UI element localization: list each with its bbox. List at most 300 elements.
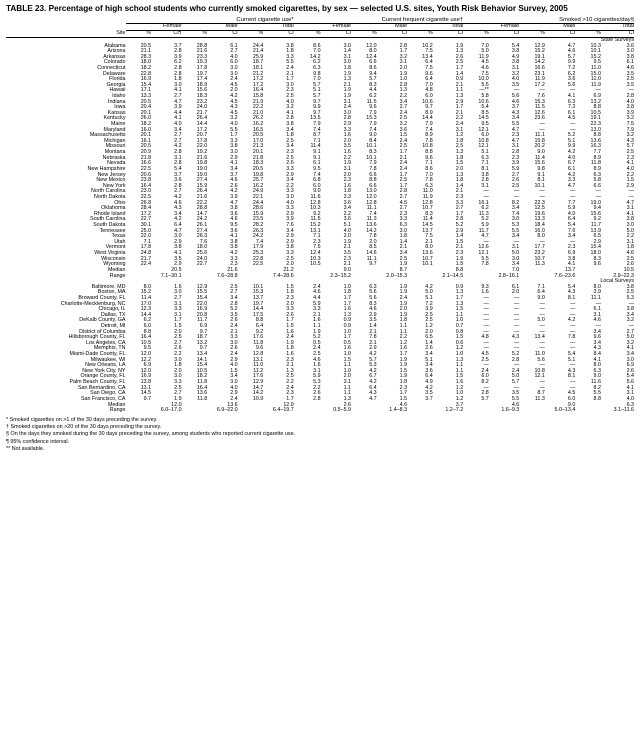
row-cell: 7.6	[537, 93, 545, 99]
row-cell: 4.5	[230, 98, 238, 105]
row-cell: 3.0	[230, 70, 238, 77]
row-cell: 13.6	[422, 250, 433, 257]
row-cell: 2.3	[511, 132, 520, 139]
row-cell: 2.4	[313, 345, 321, 352]
row-site-label: Alabama	[104, 42, 126, 49]
row-cell: 4.7	[369, 395, 377, 402]
row-cell: 15.4	[590, 244, 601, 251]
row-cell: 9.1	[537, 171, 545, 178]
row-cell: 5.9	[511, 165, 520, 172]
row-cell: 4.3	[174, 205, 182, 212]
row-cell: —	[595, 300, 601, 307]
row-cell: 10.5	[590, 109, 601, 116]
row-cell: 1.6	[174, 283, 182, 290]
row-cell: 1.4	[455, 233, 464, 240]
row-cell: 1.5	[286, 322, 294, 329]
row-cell: 1.5	[399, 395, 408, 402]
row-cell: 11.7	[590, 222, 601, 229]
row-cell: 16.4	[252, 87, 264, 94]
row-cell: 14.4	[422, 115, 433, 122]
row-cell: 1.7	[286, 395, 294, 402]
row-cell: 1.4	[399, 238, 408, 245]
row-cell: 2.8	[174, 48, 182, 55]
row-cell: 6.9	[567, 250, 576, 257]
row-cell: 7.6	[286, 222, 294, 229]
row-cell: 3.8	[230, 143, 238, 150]
row-cell: 2.0	[343, 233, 352, 240]
row-cell: 4.7	[567, 182, 576, 189]
header-unit-3: CI	[207, 31, 237, 38]
header-unit-5: CI	[263, 31, 293, 38]
row-cell: 18.3	[252, 160, 264, 167]
row-cell: —	[539, 339, 545, 346]
row-cell: 8.8	[425, 149, 433, 156]
row-cell: 2.3	[626, 154, 634, 161]
row-cell: 1.0	[343, 328, 352, 335]
row-cell: 23.6	[534, 115, 545, 122]
row-cell: 22.8	[140, 70, 152, 77]
row-cell: 19.8	[252, 171, 264, 178]
row-cell: 19.0	[590, 199, 601, 206]
row-cell: 3.4	[286, 143, 294, 150]
row-cell: 3.1	[343, 379, 352, 386]
row-cell: 3.3	[230, 334, 238, 341]
row-cell: 8.0	[593, 362, 601, 369]
row-cell: 7.5	[481, 70, 489, 77]
row-cell: 15.8	[252, 93, 264, 99]
row-cell: 2.0–15.3	[386, 272, 408, 279]
row-cell: 19.0	[196, 165, 208, 172]
row-cell: 1.9	[313, 328, 321, 335]
row-cell: 1.6	[343, 306, 352, 313]
row-cell: 3.2	[626, 115, 634, 122]
row-cell: 3.1	[511, 64, 520, 71]
row-cell: 2.7	[230, 289, 238, 296]
row-cell: 3.2	[626, 317, 634, 324]
row-cell: 4.8	[481, 334, 489, 341]
row-cell: 23.0	[140, 188, 152, 195]
row-cell: 3.8	[626, 104, 634, 111]
row-cell: 2.2	[286, 182, 294, 189]
row-cell: 7.1	[537, 283, 545, 290]
footnote-1: † Smoked cigarettes on >20 of the 30 days preceding the survey.	[6, 424, 162, 431]
row-cell: 17.2	[534, 81, 545, 88]
row-cell: 2.4	[286, 64, 294, 71]
row-cell: 15.3	[366, 115, 377, 122]
row-cell: 2.5	[425, 311, 433, 318]
row-cell: 3.4	[511, 261, 520, 268]
row-cell: 11.1	[590, 294, 601, 301]
row-cell: 3.0	[286, 81, 294, 88]
row-cell: 21.2	[283, 266, 294, 273]
row-cell: 17.9	[252, 244, 264, 251]
row-cell: 19.3	[196, 59, 208, 66]
row-cell: 1.2	[455, 384, 464, 391]
row-cell: —	[570, 384, 576, 391]
row-cell: 2.6	[425, 345, 433, 352]
row-cell: 5.9	[481, 222, 489, 229]
row-cell: 4.7	[174, 98, 182, 105]
row-cell: 4.6	[230, 216, 238, 223]
row-cell: 2.9	[286, 210, 294, 217]
row-cell: 5.5	[230, 126, 238, 133]
row-site-label: Milwaukee, WI	[90, 356, 126, 363]
row-cell: 7.8	[369, 334, 377, 341]
row-cell: 22.2	[252, 104, 264, 111]
row-cell: 12.4	[310, 250, 321, 257]
row-cell: 8.4	[369, 137, 377, 144]
row-cell: 28.8	[196, 42, 208, 49]
row-cell: 5.5	[286, 59, 294, 66]
row-cell: 6.6	[593, 182, 601, 189]
row-cell: 4.1	[174, 115, 182, 122]
row-cell: 3.0	[174, 233, 182, 240]
row-cell: 18.0	[140, 59, 152, 66]
row-site-label: Broward County, FL	[78, 294, 126, 301]
row-cell: 10.1	[422, 261, 433, 268]
row-cell: 2.5	[174, 334, 182, 341]
row-cell: 1.7	[399, 171, 408, 178]
row-cell: 3.1	[511, 143, 520, 150]
row-cell: —	[539, 238, 545, 245]
row-site-label: Michigan	[104, 137, 126, 144]
row-cell: 2.4	[343, 104, 352, 111]
row-cell: 7.5	[313, 244, 321, 251]
row-cell: 2.8	[481, 390, 489, 397]
row-site-label: New Hampshire	[87, 165, 126, 172]
row-cell: 3.5	[425, 390, 433, 397]
row-cell: 10.8	[478, 137, 489, 144]
row-cell: 11.3	[478, 210, 489, 217]
row-cell: 3.8	[230, 238, 238, 245]
row-cell: 3.0	[343, 109, 352, 116]
row-cell: 20.4	[140, 104, 152, 111]
row-cell: 1.4–8.3	[389, 407, 408, 414]
row-cell: —	[483, 328, 489, 335]
row-cell: 2.5	[626, 76, 634, 83]
row-cell: 2.3	[455, 193, 464, 200]
row-cell: —	[628, 87, 634, 94]
row-cell: 9.6	[255, 345, 264, 352]
row-cell: —	[570, 339, 576, 346]
row-cell: 15.6	[534, 160, 545, 167]
row-cell: 2.4	[399, 160, 408, 167]
row-cell: 21.6	[196, 154, 208, 161]
row-cell: 3.1	[399, 59, 408, 66]
row-cell: 1.6	[286, 351, 294, 358]
row-cell: 2.0	[511, 289, 520, 296]
row-cell: 1.8	[286, 289, 294, 296]
row-cell: 2.0	[399, 64, 408, 71]
row-cell: 17.1	[140, 87, 152, 94]
row-site-label: New Jersey	[97, 171, 126, 178]
row-cell: 2.1	[399, 244, 408, 251]
row-site-label: San Diego, CA	[90, 390, 126, 397]
row-cell: 6.1	[626, 59, 634, 66]
row-cell: 11.9	[534, 76, 545, 83]
row-cell: 3.4	[286, 227, 294, 234]
row-cell: 5.5	[481, 81, 489, 88]
row-cell: 22.7	[140, 216, 152, 223]
header-unit-17: CI	[601, 31, 634, 38]
row-cell: 3.0	[626, 222, 634, 229]
row-cell: 12.9	[196, 283, 208, 290]
row-cell: 9.8	[313, 70, 321, 77]
row-cell: 14.2	[310, 53, 321, 60]
row-cell: 25.6	[196, 250, 208, 257]
row-cell: 13.8	[140, 379, 152, 386]
row-cell: 4.6	[567, 48, 576, 55]
row-site-label: Dallas, TX	[100, 311, 126, 318]
row-cell: 2.3	[286, 87, 294, 94]
row-cell: 2.5	[399, 255, 408, 262]
row-cell: 7.2	[425, 300, 433, 307]
row-cell: 7.1	[425, 160, 433, 167]
row-cell: 1.7	[230, 132, 238, 139]
row-cell: 3.6	[174, 177, 182, 184]
row-cell: 3.8	[286, 42, 294, 49]
row-cell: 17.2	[140, 210, 152, 217]
row-cell: 2.1	[343, 244, 352, 251]
row-cell: 12.6	[534, 109, 545, 116]
row-cell: 2.9	[593, 238, 601, 245]
row-cell: 8.0	[537, 233, 545, 240]
row-cell: 2.6	[626, 261, 634, 268]
row-cell: 16.9	[196, 306, 208, 313]
row-site-label: Georgia	[106, 81, 126, 88]
row-cell: 5.1	[425, 294, 433, 301]
row-cell: 6.3	[626, 401, 634, 408]
row-cell: 2.3	[511, 154, 520, 161]
row-cell: 7.5	[425, 233, 433, 240]
row-cell: 6.3	[593, 171, 601, 178]
row-cell: —	[570, 121, 576, 128]
row-cell: 13.0	[366, 188, 377, 195]
row-cell: 6.5	[425, 334, 433, 341]
row-cell: 18.4	[534, 222, 545, 229]
row-cell: 1.0	[455, 317, 464, 324]
row-cell: 3.1	[343, 98, 352, 105]
row-cell: 12.1	[478, 126, 489, 133]
row-cell: 18.1	[252, 64, 264, 71]
row-cell: 9.0	[537, 294, 545, 301]
header-sub-2-2: Total	[575, 24, 634, 31]
row-cell: 2.6	[286, 160, 294, 167]
row-cell: 28.8	[196, 205, 208, 212]
row-cell: 1.6	[343, 345, 352, 352]
row-cell: 4.0	[626, 395, 634, 402]
header-sub-1-0: Female	[294, 24, 351, 31]
row-cell: 10.2	[422, 42, 433, 49]
row-cell: 5.3	[511, 222, 520, 229]
row-cell: 26.1	[196, 222, 208, 229]
row-cell: 4.0	[626, 98, 634, 105]
row-cell: 2.8	[511, 149, 520, 156]
row-cell: 3.9	[286, 216, 294, 223]
footnote-4: ** Not available.	[6, 445, 45, 452]
row-cell: 1.3	[343, 311, 352, 318]
row-cell: 9.0	[343, 266, 352, 273]
row-cell: 4.7	[511, 137, 520, 144]
row-cell: 6.9	[593, 93, 601, 99]
row-cell: 24.2	[196, 216, 208, 223]
row-cell: 1.1	[399, 322, 408, 329]
row-cell: 3.9	[174, 53, 182, 60]
row-cell: 7.1–30.1	[160, 272, 182, 279]
row-cell: 15.2	[310, 222, 321, 229]
row-cell: 8.0	[369, 48, 377, 55]
row-cell: 17.6	[252, 334, 264, 341]
row-cell: 2.8	[174, 70, 182, 77]
row-cell: 6.1	[313, 160, 321, 167]
row-cell: 13.7	[422, 227, 433, 234]
row-cell: 18.0	[590, 250, 601, 257]
row-cell: 2.7	[399, 193, 408, 200]
row-cell: 11.8	[253, 339, 264, 346]
row-cell: 3.8	[174, 244, 182, 251]
row-cell: 2.6	[343, 401, 352, 408]
row-cell: 6.9	[199, 322, 208, 329]
row-cell: 2.7	[174, 390, 182, 397]
row-cell: 10.3	[590, 42, 601, 49]
row-cell: 2.8	[174, 182, 182, 189]
row-cell: 8.3	[369, 300, 377, 307]
row-cell: 3.6	[567, 76, 576, 83]
row-cell: 4.1	[230, 233, 238, 240]
row-cell: 2.6	[230, 182, 238, 189]
row-cell: 4.2	[567, 149, 576, 156]
row-cell: 18.9	[196, 81, 208, 88]
row-cell: 20.5	[140, 143, 152, 150]
row-cell: 0.9	[343, 322, 352, 329]
row-cell: 3.9	[425, 306, 433, 313]
row-cell: 5.7	[369, 356, 377, 363]
row-cell: 4.7	[626, 199, 634, 206]
row-cell: 22.0	[140, 233, 152, 240]
row-cell: 2.0	[369, 238, 377, 245]
row-cell: —	[539, 87, 545, 94]
row-cell: 1.8	[343, 188, 352, 195]
row-cell: 10.3	[310, 255, 321, 262]
row-cell: 2.5	[286, 154, 294, 161]
row-cell: 0.9	[455, 76, 464, 83]
row-cell: 2.4	[286, 384, 294, 391]
row-cell: 2.9	[369, 311, 377, 318]
row-cell: 7.1	[313, 137, 321, 144]
row-cell: —	[539, 345, 545, 352]
row-cell: 4.5	[230, 81, 238, 88]
row-cell: 4.5	[567, 115, 576, 122]
row-cell: 1.7	[343, 300, 352, 307]
row-cell: 2.8	[174, 149, 182, 156]
row-cell: 8.1	[481, 165, 489, 172]
row-cell: 1.6	[481, 289, 489, 296]
header-unit-8: %	[351, 31, 377, 38]
row-cell: 2.4	[230, 351, 238, 358]
row-cell: —	[628, 300, 634, 307]
row-cell: 8.3	[369, 81, 377, 88]
row-cell: 1.9	[399, 289, 408, 296]
row-cell: 3.1	[626, 390, 634, 397]
row-cell: 23.5	[252, 216, 264, 223]
row-cell: 8.4	[593, 351, 601, 358]
row-cell: 2.0	[286, 300, 294, 307]
row-cell: 4.9	[511, 53, 520, 60]
row-cell: 3.9	[593, 289, 601, 296]
row-cell: 12.0	[366, 193, 377, 200]
row-cell: 8.6	[425, 165, 433, 172]
row-cell: 20.5	[140, 42, 152, 49]
table-header	[6, 17, 634, 37]
row-cell: 9.4	[593, 205, 601, 212]
row-cell: 1.1	[455, 87, 464, 94]
row-cell: 1.5	[174, 322, 182, 329]
row-cell: 16.2	[252, 182, 264, 189]
row-site-label: Baltimore, MD	[91, 283, 126, 290]
row-cell: 3.8	[626, 53, 634, 60]
row-cell: 3.1	[343, 165, 352, 172]
row-cell: 5.2	[567, 132, 576, 139]
row-site-label: Median	[107, 266, 126, 273]
row-cell: 1.1	[455, 311, 464, 318]
row-cell: 10.5	[140, 339, 152, 346]
row-cell: 4.1	[626, 384, 634, 391]
row-cell: 22.3	[534, 199, 545, 206]
row-cell: 10.1	[366, 154, 377, 161]
row-cell: 7.8	[481, 261, 489, 268]
row-cell: 11.5	[366, 98, 377, 105]
row-cell: 21.8	[140, 154, 152, 161]
header-unit-1: CI¶	[151, 31, 181, 38]
row-cell: 4.0	[286, 199, 294, 206]
row-cell: 10.5	[623, 266, 634, 273]
row-cell: 26.4	[196, 115, 208, 122]
row-cell: 18.0	[196, 244, 208, 251]
row-cell: 2.1	[455, 81, 464, 88]
row-cell: 1.7	[286, 76, 294, 83]
header-unit-7: CI	[321, 31, 351, 38]
row-cell: 4.0	[567, 210, 576, 217]
row-cell: 2.7	[230, 48, 238, 55]
row-cell: 6.0	[481, 373, 489, 380]
row-cell: 1.8	[343, 289, 352, 296]
row-cell: 11.5	[534, 104, 545, 111]
row-cell: 2.1	[286, 362, 294, 369]
row-site-label: New Mexico	[96, 177, 126, 184]
row-cell: 1.5	[343, 356, 352, 363]
row-cell: 3.8	[286, 244, 294, 251]
row-cell: 2.9	[174, 261, 182, 268]
row-site-label: Palm Beach County, FL	[69, 379, 126, 386]
row-cell: 3.5	[626, 70, 634, 77]
row-cell: 11.4	[422, 216, 433, 223]
row-cell: 9.0	[593, 373, 601, 380]
row-cell: 16.6	[534, 64, 545, 71]
row-cell: 3.0	[626, 356, 634, 363]
row-cell: 2.6	[626, 367, 634, 374]
row-cell: 13.6	[196, 390, 208, 397]
row-cell: 1.2	[425, 322, 433, 329]
row-cell: 3.0	[230, 149, 238, 156]
row-cell: 8.2	[593, 384, 601, 391]
row-cell: 23.2	[196, 98, 208, 105]
row-cell: 5.0	[537, 317, 545, 324]
row-cell: 12.9	[534, 42, 545, 49]
summary-row	[6, 408, 634, 414]
row-site-label: Detroit, MI	[100, 322, 126, 329]
data-table	[6, 17, 634, 413]
row-cell: —	[595, 322, 601, 329]
